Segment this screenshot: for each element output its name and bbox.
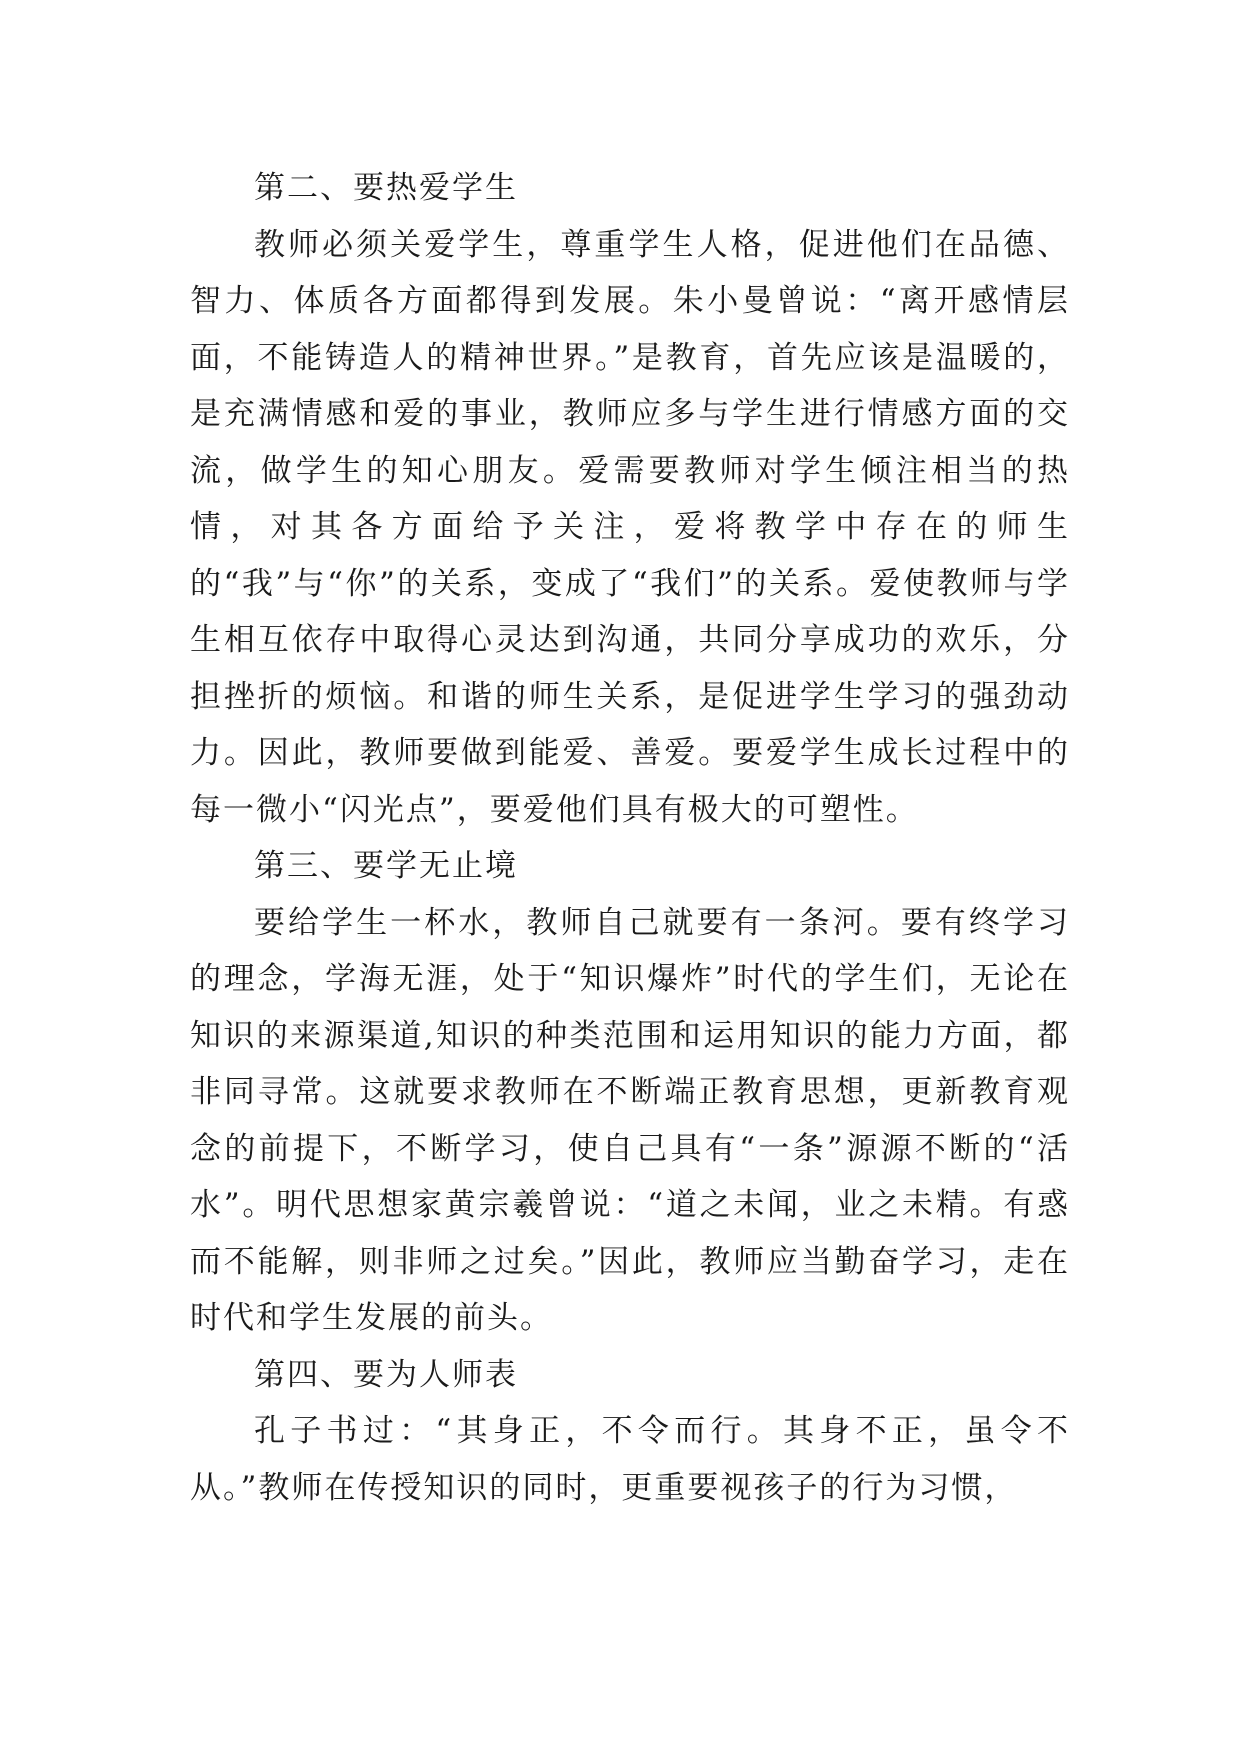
section-paragraph: 教师必须关爱学生，尊重学生人格，促进他们在品德、智力、体质各方面都得到发展。朱小曼曾说：“离开感情层面，不能铸造人的精神世界。”是教育，首先应该是温暖的，是充满情感和爱的事业，教师应多与学生进行情感方面的交流，做学生的知心朋友。爱需要教师对学生倾注相当的热情，对其各方面给予关注，爱将教学中存在的师生的“我”与“你”的关系，变成了“我们”的关系。爱使教师与学生相互依存中取得心灵达到沟通，共同分享成功的欢乐，分担挫折的烦恼。和谐的师生关系，是促进学生学习的强劲动力。因此，教师要做到能爱、善爱。要爱学生成长过程中的每一微小“闪光点”，要爱他们具有极大的可塑性。: [190, 226, 1070, 828]
section-paragraph: 孔子书过：“其身正，不令而行。其身不正，虽令不从。”教师在传授知识的同时，更重要视孩子的行为习惯，: [190, 1413, 1070, 1506]
section-paragraph: 要给学生一杯水，教师自己就要有一条河。要有终学习的理念，学海无涯，处于“知识爆炸”时代的学生们，无论在知识的来源渠道,知识的种类范围和运用知识的能力方面，都非同寻常。这就要求教师在不断端正教育思想，更新教育观念的前提下，不断学习，使自己具有“一条”源源不断的“活水”。明代思想家黄宗羲曾说：“道之未闻，业之未精。有惑而不能解，则非师之过矣。”因此，教师应当勤奋学习，走在时代和学生发展的前头。: [190, 904, 1070, 1336]
section-heading: 第三、要学无止境: [254, 848, 518, 884]
section-heading: 第四、要为人师表: [254, 1356, 518, 1393]
document-body: [190, 160, 1070, 1516]
section-heading: 第二、要热爱学生: [254, 170, 518, 206]
